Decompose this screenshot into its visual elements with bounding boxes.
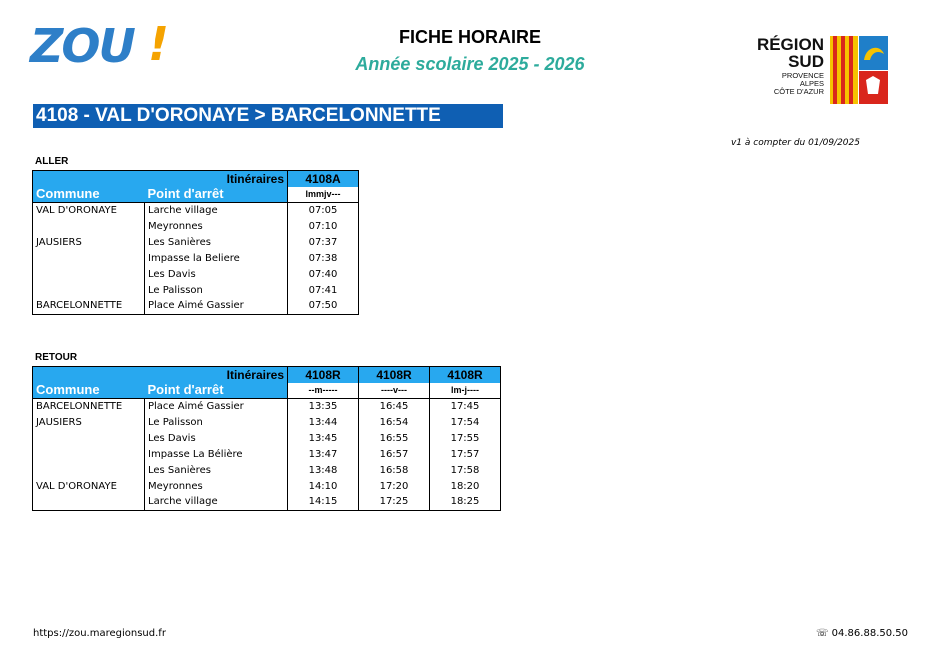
route-days: lm-j---- — [430, 383, 501, 399]
table-row: JAUSIERS Le Palisson 13:44 16:54 17:54 — [33, 415, 501, 431]
table-row: Le Palisson 07:41 — [33, 283, 359, 299]
school-year: Année scolaire 2025 - 2026 — [355, 54, 585, 74]
itineraires-label: Itinéraires — [145, 171, 288, 187]
table-row: Meyronnes 07:10 — [33, 219, 359, 235]
table-row: BARCELONNETTE Place Aimé Gassier 07:50 — [33, 299, 359, 315]
route-days: lmmjv--- — [288, 187, 359, 203]
commune-header: Commune — [33, 383, 145, 399]
route-code: 4108R — [288, 367, 359, 383]
retour-timetable — [32, 366, 501, 511]
table-row: Impasse La Bélière 13:47 16:57 17:57 — [33, 447, 501, 463]
table-row: Les Sanières 13:48 16:58 17:58 — [33, 463, 501, 479]
stop-header: Point d'arrêt — [145, 383, 288, 399]
table-row: VAL D'ORONAYE Larche village 07:05 — [33, 203, 359, 219]
region-sud-subtitle: PROVENCE ALPES CÔTE D'AZUR — [773, 71, 824, 96]
phone-icon: ☏ — [815, 628, 829, 639]
route-days: --m----- — [288, 383, 359, 399]
table-row: VAL D'ORONAYE Meyronnes 14:10 17:20 18:20 — [33, 479, 501, 495]
itineraires-label: Itinéraires — [145, 367, 288, 383]
stop-header: Point d'arrêt — [145, 187, 288, 203]
table-row: Larche village 14:15 17:25 18:25 — [33, 495, 501, 511]
route-code: 4108R — [430, 367, 501, 383]
table-row: BARCELONNETTE Place Aimé Gassier 13:35 16:45 17:45 — [33, 399, 501, 415]
region-sud-logo — [742, 36, 892, 106]
zou-logo-mark: ! — [148, 17, 167, 71]
table-row: Les Davis 07:40 — [33, 267, 359, 283]
phone-number: 04.86.88.50.50 — [831, 628, 908, 639]
aller-timetable — [32, 170, 359, 315]
version-note: v1 à compter du 01/09/2025 — [730, 138, 860, 148]
table-row: Impasse la Beliere 07:38 — [33, 251, 359, 267]
footer-website-link[interactable]: https://zou.maregionsud.fr — [33, 628, 166, 639]
commune-header: Commune — [33, 187, 145, 203]
retour-label: RETOUR — [35, 352, 78, 363]
zou-logo-text: ZOU — [30, 19, 134, 73]
route-code: 4108A — [288, 171, 359, 187]
zou-logo — [30, 17, 180, 73]
route-days: ----v--- — [359, 383, 430, 399]
aller-label: ALLER — [35, 156, 69, 167]
table-row: Les Davis 13:45 16:55 17:55 — [33, 431, 501, 447]
region-sud-name: RÉGION SUD — [756, 35, 824, 71]
region-crest-icon — [830, 36, 888, 104]
route-code: 4108R — [359, 367, 430, 383]
page-title: FICHE HORAIRE — [398, 27, 541, 47]
route-title: 4108 - VAL D'ORONAYE > BARCELONNETTE — [33, 104, 503, 128]
table-row: JAUSIERS Les Sanières 07:37 — [33, 235, 359, 251]
footer-phone — [760, 628, 908, 639]
